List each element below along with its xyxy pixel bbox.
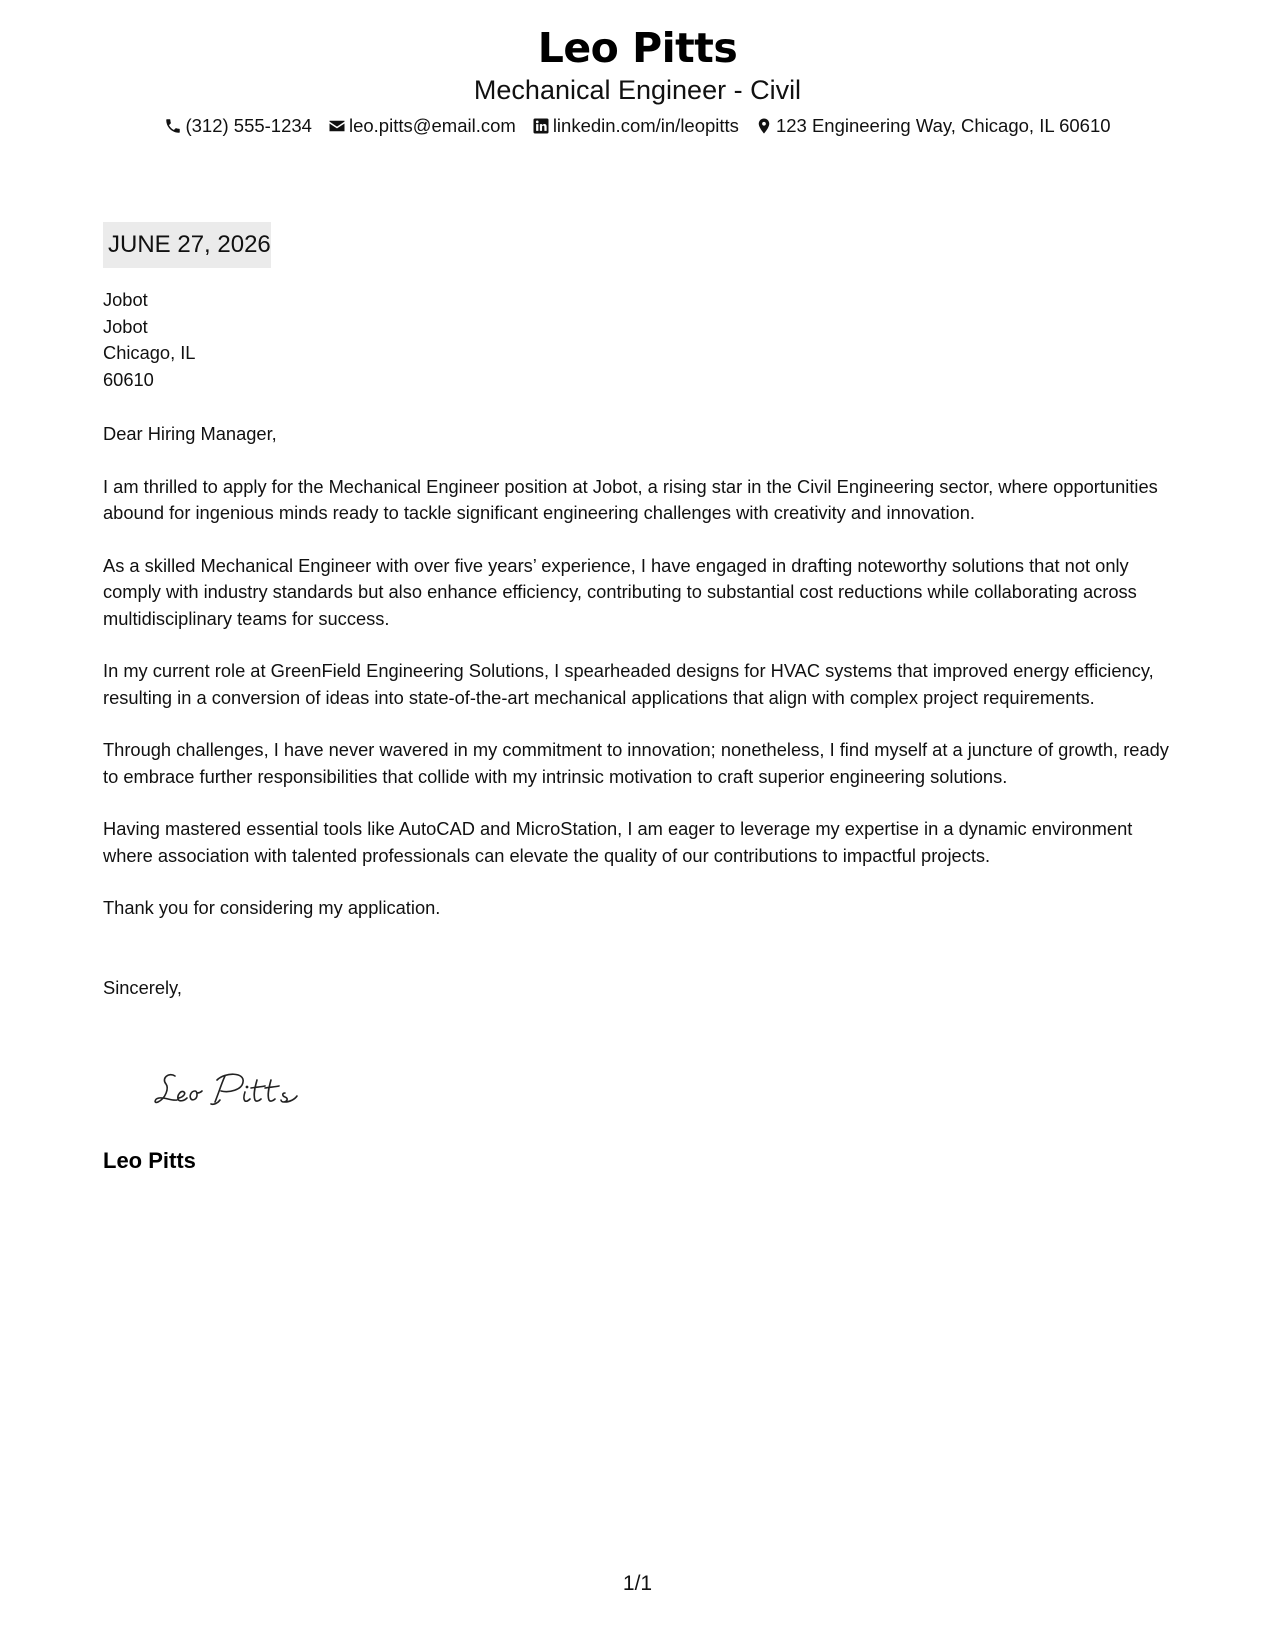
contact-phone: [164, 114, 312, 138]
contact-bar: [0, 114, 1275, 138]
letter-date: [103, 222, 271, 268]
address-text: 123 Engineering Way, Chicago, IL 60610: [775, 115, 1111, 136]
contact-address: [755, 114, 1111, 138]
applicant-name: Leo Pitts: [537, 24, 738, 72]
signature-drawing: [153, 1060, 313, 1116]
phone-icon: [164, 117, 182, 135]
letter-body: [103, 287, 1173, 1001]
email-text[interactable]: leo.pitts@email.com: [348, 115, 516, 136]
applicant-role: Mechanical Engineer - Civil: [473, 75, 802, 105]
closing: Sincerely,: [103, 976, 182, 998]
body-paragraph: Through challenges, I have never wavered in my commitment to innovation; nonetheless, I find myself at a juncture of growth, ready to embrace further responsibilities that collide with my intrinsic motivation to craft superior engineering solutions.: [103, 739, 1169, 787]
salutation: Dear Hiring Manager,: [103, 423, 277, 444]
recipient-line: 60610: [103, 368, 154, 390]
letter-header: [0, 22, 1275, 138]
page-number: 1/1: [622, 1572, 653, 1595]
contact-email[interactable]: [328, 114, 516, 138]
recipient-line: Chicago, IL: [103, 342, 196, 363]
date-text: JUNE 27, 2026: [108, 231, 271, 258]
contact-linkedin[interactable]: [532, 114, 739, 138]
map-marker-icon: [755, 117, 773, 135]
envelope-icon: [328, 117, 346, 135]
phone-text: (312) 555-1234: [185, 115, 312, 136]
recipient-line: Jobot: [103, 289, 148, 310]
body-paragraph: Having mastered essential tools like AutoCAD and MicroStation, I am eager to leverage my expertise in a dynamic environment where association with talented professionals can elevate the quality of our contributions to impactful projects.: [103, 818, 1133, 866]
signer-name: Leo Pitts: [103, 1148, 196, 1173]
handwritten-signature: [153, 1060, 313, 1116]
body-paragraph: I am thrilled to apply for the Mechanical Engineer position at Jobot, a rising star in the Civil Engineering sector, where opportunities abound for ingenious minds ready to tackle significant engineering challenges with creativity and innovation.: [103, 475, 1158, 523]
recipient-line: Jobot: [103, 315, 148, 337]
body-paragraph: As a skilled Mechanical Engineer with over five years’ experience, I have engaged in drafting noteworthy solutions that not only comply with industry standards but also enhance efficiency, contributing to substantial cost reductions while collaborating across multidisciplinary teams for success.: [103, 554, 1137, 629]
body-paragraph: In my current role at GreenField Engineering Solutions, I spearheaded designs for HVAC systems that improved energy efficiency, resulting in a conversion of ideas into state-of-the-art mechanical applications that align with complex project requirements.: [103, 660, 1154, 708]
body-paragraph: Thank you for considering my application.: [103, 897, 441, 918]
linkedin-icon: [532, 117, 550, 135]
recipient-address: [103, 287, 1173, 393]
linkedin-text[interactable]: linkedin.com/in/leopitts: [552, 115, 739, 136]
